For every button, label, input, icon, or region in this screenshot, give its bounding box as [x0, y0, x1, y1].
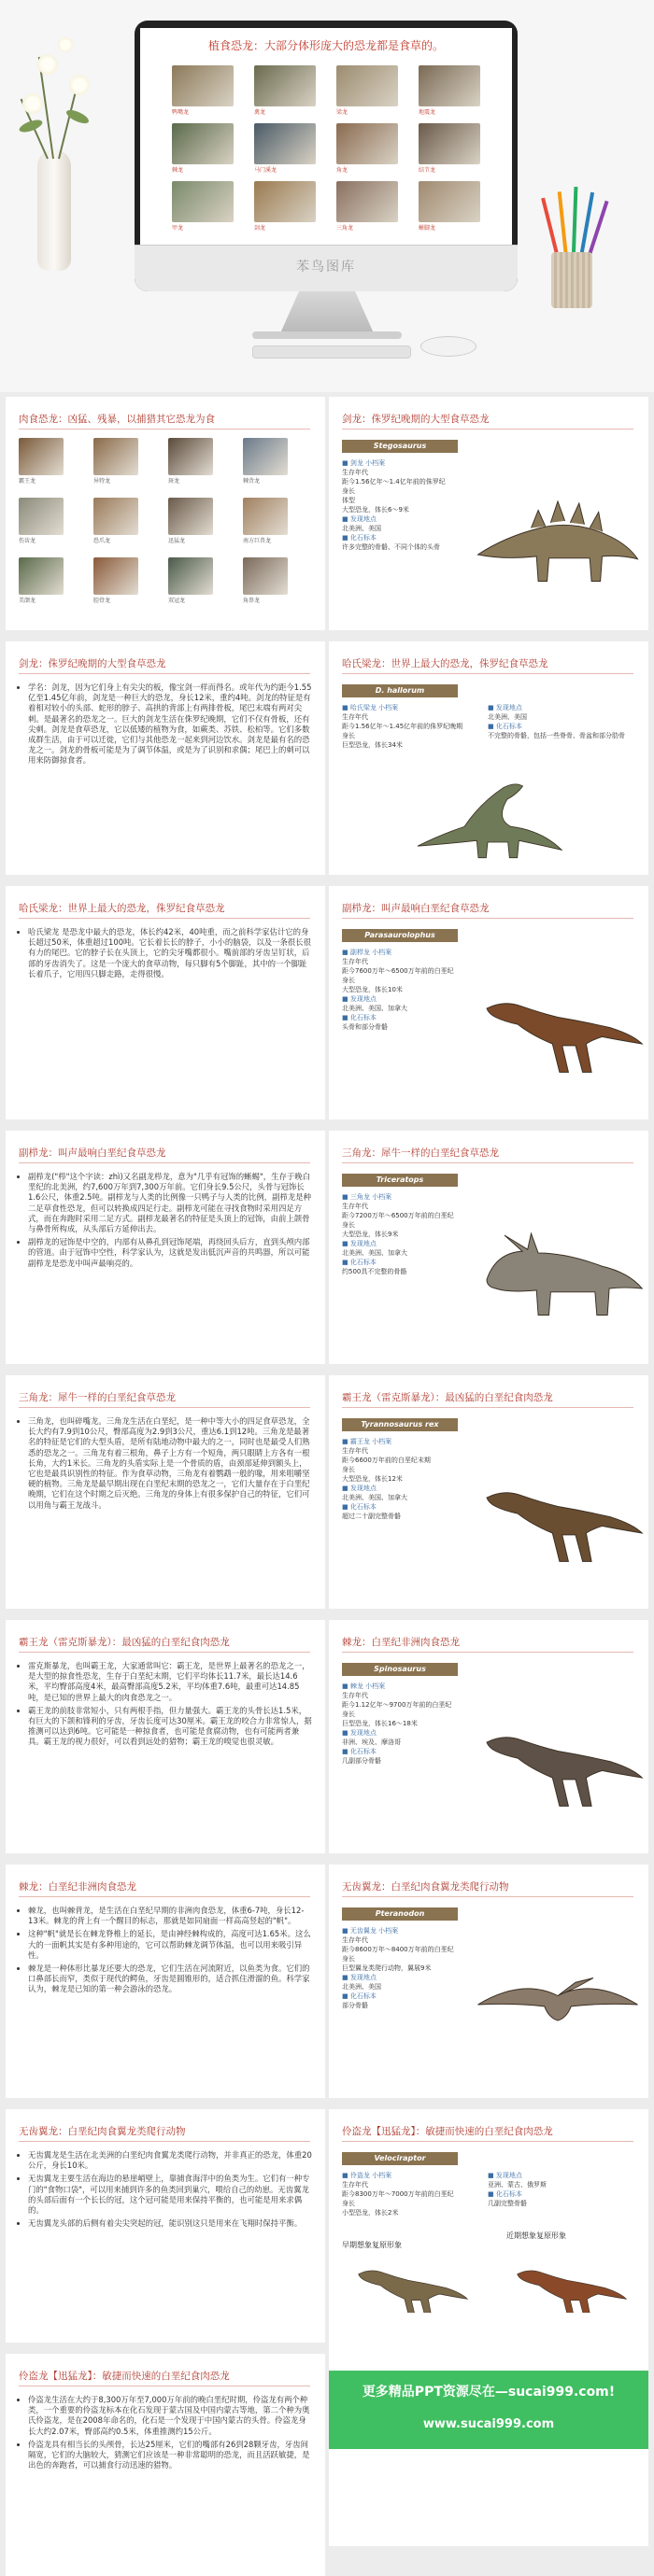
- profile-row: ■ 发现地点: [342, 995, 377, 1003]
- slide-title: 伶盗龙【迅猛龙】：敏捷而快速的白垩纪食肉恐龙: [342, 2126, 553, 2137]
- profile-row: 巨型恐龙，体长16～18米: [342, 1720, 418, 1727]
- slide-body: [19, 927, 312, 982]
- profile-row: 生存年代: [342, 469, 368, 476]
- body-paragraph: • 伶盗龙生活在大约于8,300万年至7,000万年前的晚白垩纪时期，伶盗龙有两个种类，一个重要的伶盗龙标本在化石发现于蒙古国及中国内蒙古等地，第二个种为奥氏伶盗龙，是在2008年命名的，化石是一个发现于中国内蒙古的头骨。伶盗龙身长大约2.07米，臀部高约0.5米，体重推测约15公斤。: [28, 2395, 312, 2437]
- profile-list: [342, 458, 482, 552]
- profile-row: 距今8300万年～7000万年前的白垩纪: [342, 2190, 454, 2198]
- dinosaur-photo: [19, 498, 64, 535]
- dinosaur-photo: [172, 181, 234, 222]
- thumb-caption: 霸王龙: [19, 478, 36, 485]
- dinosaur-photo: [168, 498, 213, 535]
- dinosaur-figure: [469, 453, 647, 625]
- profile-row: 几副部分骨骼: [342, 1757, 381, 1765]
- slide-title: 棘龙：白垩纪非洲肉食恐龙: [19, 1881, 136, 1893]
- flower-icon: [58, 37, 73, 52]
- hero-thumb: [336, 123, 398, 174]
- scientific-name-badge: Stegosaurus: [342, 440, 458, 453]
- thumb-caption: 三角龙: [336, 225, 354, 232]
- slide-card: [329, 1620, 648, 1853]
- dinosaur-thumb: [168, 498, 213, 544]
- slide-card: [6, 1620, 325, 1853]
- thumb-caption: 鸭嘴龙: [172, 109, 190, 116]
- profile-row: ■ 棘龙 小档案: [342, 1682, 386, 1690]
- profile-row: 身长: [342, 1710, 355, 1718]
- slide-card: [329, 1865, 648, 2098]
- sauropod-illustration: [338, 772, 637, 866]
- hero-thumb: [336, 65, 398, 116]
- title-divider: [19, 918, 310, 919]
- profile-list-right: [488, 2171, 637, 2208]
- slide-card: [329, 1131, 648, 1364]
- slide-title: 副栉龙：叫声最响白垩纪食草恐龙: [19, 1147, 166, 1159]
- dinosaur-photo: [419, 65, 480, 106]
- profile-row: 北美洲、美国、加拿大: [342, 1005, 407, 1012]
- profile-row: 头骨和部分骨骼: [342, 1023, 388, 1031]
- dinosaur-photo: [254, 123, 316, 164]
- thumb-caption: 剑龙: [254, 225, 266, 232]
- slide-title: 三角龙：犀牛一样的白垩纪食草恐龙: [19, 1392, 176, 1403]
- dinosaur-photo: [93, 557, 138, 595]
- scientific-name-badge: Spinosaurus: [342, 1663, 458, 1676]
- dinosaur-figure: [338, 772, 637, 869]
- body-paragraph: • 无齿翼龙是生活在北美洲的白垩纪肉食翼龙类爬行动物，并非真正的恐龙，体重20公斤，身长10米。: [28, 2150, 312, 2171]
- profile-row: 大型恐龙，体长9米: [342, 1231, 399, 1238]
- brand-watermark: 苯鸟图库: [296, 260, 356, 274]
- profile-row: 距今7600万年～6500万年前的白垩纪: [342, 967, 454, 975]
- profile-row: ■ 霸王龙 小档案: [342, 1438, 392, 1445]
- thumb-caption: 迅猛龙: [168, 538, 186, 544]
- profile-row: 距今7200万年～6500万年前的白垩纪: [342, 1212, 454, 1219]
- promo-band: [329, 2371, 648, 2449]
- title-divider: [342, 1896, 633, 1897]
- body-paragraph: • 三角龙，也叫碎嘴龙。三角龙生活在白垩纪，是一种中等大小的四足食草恐龙，全长大约有7.9到10公尺，臀部高度为2.9到3公尺，重达6.1到12吨。三角龙是最著名的特征是它们的大型头盾，是所有陆地动物中最大的之一，同时也是最受人们熟悉的恐龙之一。三角龙有着三根角，鼻子上方有一个短角，两只眼睛上方各有一根长角，大约1米长。三角龙的头盾实际上是一个骨质的盾，由颈部延伸到额头上，它也是最具识别性的特征。作为食草动物，三角龙有着鹦鹉一般的喙，用来咀嚼坚硬的植物。三角龙是最早期出现在白垩纪末期的恐龙之一，它们大量存在于白垩纪晚期，它们在这个时期之后灭绝。三角龙的身体上有很多保护自己的特征，它们可以用角与霸王龙战斗。: [28, 1416, 312, 1511]
- body-paragraph: • 棘龙，也叫棘背龙，是生活在白垩纪早期的非洲肉食恐龙，体重6-7吨，身长12-13米。棘龙的背上有一个醒目的标志，那就是如同扇面一样高高竖起的"帆"。: [28, 1906, 312, 1926]
- dinosaur-photo: [93, 438, 138, 475]
- dinosaur-figure: [469, 1921, 647, 2092]
- hero-thumb: [254, 181, 316, 232]
- dinosaur-photo: [243, 498, 288, 535]
- dinosaur-photo: [419, 181, 480, 222]
- profile-row: ■ 化石标本: [342, 1748, 377, 1755]
- profile-row: 身长: [342, 1955, 355, 1963]
- hero-thumb: [336, 181, 398, 232]
- body-paragraph: • 棘龙是一种体形比暴龙还要大的恐龙，它们生活在河流附近，以鱼类为食。它们的口鼻部长而窄，类似于现代的鳄鱼，牙齿是圆锥形的，适合抓住滑溜的鱼。科学家认为，棘龙是已知的第一种会游泳的恐龙。: [28, 1964, 312, 1995]
- slide-body: [19, 2150, 312, 2231]
- profile-row: 距今8600万年～8400万年前的白垩纪: [342, 1946, 454, 1953]
- leaf-icon: [18, 118, 44, 134]
- profile-row: 生存年代: [342, 1692, 368, 1699]
- thumb-caption: 南方巨兽龙: [243, 538, 272, 544]
- pencil-icon: [558, 191, 568, 257]
- dinosaur-photo: [172, 123, 234, 164]
- profile-row: 生存年代: [342, 958, 368, 965]
- profile-row: 生存年代: [342, 713, 368, 721]
- dinosaur-photo: [419, 123, 480, 164]
- dinosaur-thumb: [19, 557, 64, 604]
- profile-list-right: [488, 703, 637, 740]
- slide-body: [19, 1172, 312, 1272]
- profile-row: 北美洲、美国: [488, 713, 527, 721]
- profile-row: ■ 哈氏梁龙 小档案: [342, 704, 399, 711]
- dinosaur-photo: [172, 65, 234, 106]
- dinosaur-photo: [168, 557, 213, 595]
- profile-row: ■ 剑龙 小档案: [342, 459, 386, 467]
- promo-slide: [329, 2313, 648, 2546]
- profile-row: 距今1.12亿年～9700万年前的白垩纪: [342, 1701, 452, 1709]
- slide-title: 棘龙：白垩纪非洲肉食恐龙: [342, 1637, 460, 1648]
- monitor-screen: [140, 28, 512, 245]
- profile-row: 北美洲、美国、加拿大: [342, 1494, 407, 1501]
- figure-caption: 近期想象复原形象: [506, 2231, 566, 2240]
- dinosaur-thumb: [168, 438, 213, 485]
- dinosaur-thumb: [168, 557, 213, 604]
- profile-row: 部分骨骼: [342, 2002, 368, 2009]
- profile-row: ■ 发现地点: [342, 1974, 377, 1981]
- thumb-caption: 恐爪龙: [93, 538, 111, 544]
- profile-row: 北美洲、美国: [342, 1983, 381, 1991]
- thumb-caption: 腔骨龙: [93, 598, 111, 604]
- profile-row: ■ 化石标本: [342, 1503, 377, 1511]
- profile-list: [342, 948, 482, 1032]
- slide-card: [329, 886, 648, 1119]
- thumb-caption: 结节龙: [419, 167, 436, 174]
- dinosaur-figure: [469, 1676, 647, 1848]
- profile-row: 生存年代: [342, 1936, 368, 1944]
- dinosaur-photo: [168, 438, 213, 475]
- hero-banner: [0, 0, 654, 392]
- slide-card: [329, 1375, 648, 1609]
- slide-title: 哈氏梁龙：世界上最大的恐龙，侏罗纪食草恐龙: [342, 658, 548, 669]
- profile-row: ■ 发现地点: [342, 1729, 377, 1737]
- profile-row: 身长: [342, 487, 355, 495]
- dinosaur-thumb: [93, 438, 138, 485]
- profile-row: 北美洲、美国: [342, 525, 381, 532]
- keyboard-decoration: [252, 345, 411, 359]
- thumb-caption: 异特龙: [93, 478, 111, 485]
- scientific-name-badge: Parasaurolophus: [342, 929, 458, 942]
- flower-icon: [22, 93, 43, 114]
- thumb-caption: 伤齿龙: [19, 538, 36, 544]
- body-paragraph: • 无齿翼龙头部的后侧有着尖尖突起的冠，能识别这只是用来在飞翔时保持平衡。: [28, 2218, 312, 2229]
- body-paragraph: • 副栉龙("栉"这个字读：zhì)又名副龙栉龙，意为"几乎有冠饰的蜥蜴"，生存于晚白垩纪的北美洲，约7,600万年到7,300万年前。它们身长9.5公尺，头骨与冠饰长1.6公尺，体重2.5吨。副栉龙与人类的比例像一只鸭子与人类的比例，副栉龙是种二足草食性恐龙，但可以转换成四足行走。副栉龙可能在寻找食物时采用四足方式，而在奔跑时采用二足方式。副栉龙最著名的特征是头顶上的冠饰，由前上颌骨与鼻骨所构成，从头部后方延伸出去。: [28, 1172, 312, 1234]
- dinosaur-thumb: [93, 498, 138, 544]
- body-paragraph: • 哈氏梁龙 是恐龙中最大的恐龙，体长约42米，40吨重，而之前科学家估计它的身长超过50米，体重超过100吨。它长着长长的脖子，小小的脑袋，以及一条很长很有力的尾巴。它的脖子长在头顶上，它的尖牙嘴都很小。嘴前部的牙齿呈钉状，后部的牙齿消失了。这是一个庞大的食草动物，每只脚有5个脚趾，其中的一个脚趾长着爪子，它用四只脚走路，走得很慢。: [28, 927, 312, 979]
- profile-row: 体型: [342, 497, 355, 504]
- body-paragraph: • 副栉龙的冠饰是中空的，内部有从鼻孔到冠饰尾端，再绕回头后方，直到头颅内部的管道。由于冠饰中空性，科学家认为，这就是发出低沉声音的共鸣器，所以可能副栉龙是恐龙中叫声最响亮的。: [28, 1237, 312, 1269]
- hero-thumb: [254, 123, 316, 174]
- profile-row: 几副完整骨骼: [488, 2200, 527, 2207]
- dinosaur-photo: [336, 65, 398, 106]
- slide-title: 无齿翼龙：白垩纪肉食翼龙类爬行动物: [19, 2126, 186, 2137]
- profile-row: 北美洲、美国、加拿大: [342, 1249, 407, 1257]
- body-paragraph: • 这种"帆"就是长在棘龙脊椎上的延长，是由神经棘构成的，高度可达1.65米。这么大的一面帆其实是有多种用途的，它可以帮助棘龙调节体温，也可以用来吸引异性。: [28, 1929, 312, 1961]
- dinosaur-figure: [469, 1431, 647, 1603]
- profile-row: 小型恐龙，体长2米: [342, 2209, 399, 2217]
- profile-row: 身长: [342, 1221, 355, 1229]
- body-paragraph: • 无齿翼龙主要生活在海边的悬崖峭壁上，靠捕食海洋中的鱼类为生。它们有一种专门的"食物口袋"，可以用来捕到许多的鱼类回到巢穴，喂给自己的幼崽。无齿翼龙的头部后面有一个长长的冠，这个冠可能是用来保持平衡的，也可能是用来求偶的。: [28, 2174, 312, 2216]
- profile-row: ■ 无齿翼龙 小档案: [342, 1927, 399, 1935]
- body-paragraph: • 霸王龙的前肢非常短小，只有两根手指，但力量强大。霸王龙的头骨长达1.5米，有巨大的下颌和锋利的牙齿，牙齿长度可达30厘米。霸王龙的咬合力非常惊人，据推测可以达到6吨。它可能是一种掠食者，也可能是食腐动物，也有可能两者兼具。霸王龙的视力很好，可以看到远处的猎物；霸王龙的嗅觉也很灵敏。: [28, 1706, 312, 1748]
- title-divider: [342, 673, 633, 674]
- thumb-caption: 地震龙: [419, 109, 436, 116]
- title-divider: [342, 918, 633, 919]
- profile-row: ■ 化石标本: [342, 1014, 377, 1021]
- dinosaur-thumb: [243, 438, 288, 485]
- pencil-icon: [572, 187, 577, 252]
- slide-title: 霸王龙（雷克斯暴龙）：最凶猛的白垩纪食肉恐龙: [342, 1392, 553, 1403]
- dinosaur-figure: [469, 1187, 647, 1358]
- dinosaur-photo: [19, 438, 64, 475]
- slide-title: 剑龙：侏罗纪晚期的大型食草恐龙: [342, 414, 490, 425]
- biped-illustration: [469, 1431, 647, 1599]
- dinosaur-photo: [254, 181, 316, 222]
- dinosaur-photo: [19, 557, 64, 595]
- dinosaur-photo: [243, 438, 288, 475]
- thumb-caption: 梁龙: [336, 109, 348, 116]
- dinosaur-photo: [243, 557, 288, 595]
- scientific-name-badge: Velociraptor: [342, 2152, 458, 2165]
- figure-caption: 早期想象复原形象: [342, 2241, 402, 2249]
- dinosaur-thumb: [19, 438, 64, 485]
- promo-url-link[interactable]: www.sucai999.com: [422, 2417, 555, 2431]
- profile-row: ■ 发现地点: [342, 515, 377, 523]
- profile-row: 距今1.56亿年～1.45亿年前的侏罗纪晚期: [342, 723, 463, 730]
- thumb-caption: 棘龙: [172, 167, 184, 174]
- profile-row: ■ 化石标本: [488, 723, 522, 730]
- title-divider: [342, 1407, 633, 1408]
- hero-thumb: [172, 123, 234, 174]
- hero-thumb: [172, 65, 234, 116]
- slide-body: [19, 2395, 312, 2473]
- flower-icon: [69, 75, 90, 95]
- thumb-caption: 角龙: [336, 167, 348, 174]
- dinosaur-photo: [254, 65, 316, 106]
- scientific-name-badge: D. hallorum: [342, 684, 458, 697]
- thumb-caption: 美颌龙: [19, 598, 36, 604]
- thumb-caption: 马门溪龙: [254, 167, 277, 174]
- profile-row: 亚洲、蒙古、俄罗斯: [488, 2181, 547, 2189]
- title-divider: [19, 1652, 310, 1653]
- profile-row: 距今6600万年前的白垩纪末期: [342, 1457, 431, 1464]
- slide-card: [6, 641, 325, 875]
- hero-thumb: [172, 181, 234, 232]
- profile-row: ■ 发现地点: [488, 2172, 522, 2179]
- profile-list: [342, 1926, 482, 2010]
- slide-card: [329, 641, 648, 875]
- thumb-caption: 角鼻龙: [243, 598, 261, 604]
- ptero-illustration: [469, 1921, 647, 2089]
- slide-card: [6, 1865, 325, 2098]
- profile-row: 巨型翼龙类爬行动物，翼展9米: [342, 1964, 432, 1972]
- slide-body: [19, 1906, 312, 1998]
- profile-row: 许多完整的骨骼、不同个体的头骨: [342, 543, 440, 551]
- title-divider: [19, 1162, 310, 1163]
- hero-thumb: [254, 65, 316, 116]
- scientific-name-badge: Tyrannosaurus rex: [342, 1418, 458, 1431]
- slide-title: 三角龙：犀牛一样的白垩纪食草恐龙: [342, 1147, 499, 1159]
- stego-illustration: [469, 453, 647, 621]
- dinosaur-photo: [336, 123, 398, 164]
- slide-card: [6, 1375, 325, 1609]
- profile-row: 身长: [342, 2200, 355, 2207]
- slide-title: 哈氏梁龙：世界上最大的恐龙，侏罗纪食草恐龙: [19, 903, 225, 914]
- promo-headline: 更多精品PPT资源尽在—sucai999.com!: [362, 2385, 616, 2400]
- slide-card: [6, 2354, 325, 2576]
- profile-row: 身长: [342, 732, 355, 739]
- profile-list: [342, 1192, 482, 1276]
- dinosaur-photo: [336, 181, 398, 222]
- thumb-caption: 斑龙: [168, 478, 180, 485]
- profile-row: ■ 发现地点: [342, 1485, 377, 1492]
- profile-row: ■ 伶盗龙 小档案: [342, 2172, 392, 2179]
- slide-card: [329, 2109, 648, 2343]
- profile-row: 生存年代: [342, 1447, 368, 1455]
- scientific-name-badge: Triceratops: [342, 1174, 458, 1187]
- profile-row: 生存年代: [342, 1203, 368, 1210]
- slide-title: 无齿翼龙：白垩纪肉食翼龙类爬行动物: [342, 1881, 509, 1893]
- slide-body: [19, 1661, 312, 1751]
- vase-decoration: [37, 149, 71, 271]
- biped-illustration: [469, 942, 647, 1110]
- profile-list: [342, 1682, 482, 1766]
- profile-row: 大型恐龙，体长12米: [342, 1475, 403, 1483]
- profile-row: 身长: [342, 977, 355, 984]
- profile-row: ■ 三角龙 小档案: [342, 1193, 392, 1201]
- slide-card: [329, 397, 648, 630]
- profile-row: 身长: [342, 1466, 355, 1473]
- thumb-caption: 禽龙: [254, 109, 266, 116]
- monitor-stand-base: [252, 331, 402, 339]
- profile-row: 大型恐龙，体长10米: [342, 986, 403, 993]
- slide-title: 肉食恐龙：凶猛、残暴，以捕猎其它恐龙为食: [19, 414, 215, 425]
- body-paragraph: • 伶盗龙具有相当长的头颅骨，长达25厘米，它们的嘴部有26到28颗牙齿，牙齿间隔宽，它们的大脑较大，猜测它们应该是一种非常聪明的恐龙，而且活跃敏捷，是出色的奔跑者，可以捕食行动迅速的猎物。: [28, 2440, 312, 2471]
- slide-card: [6, 397, 325, 630]
- profile-row: ■ 发现地点: [342, 1240, 377, 1247]
- slide-card: [6, 1131, 325, 1364]
- profile-list: [342, 2171, 482, 2217]
- dinosaur-thumb: [243, 498, 288, 544]
- profile-list: [342, 703, 482, 750]
- body-paragraph: • 学名：剑龙，因为它们身上有尖尖的板，像宝剑一样而得名。或年代为约距今1.55亿至1.45亿年前，剑龙是一种巨大的恐龙，身长12米，重约4吨。剑龙的特征是有着相对较小的头部、蛇形的脖子、高拱的背部上有两排骨板，尾巴末端有两对尖刺。是最著名的恐龙之一。巨大的剑龙生活在侏罗纪晚期，它们不仅有骨板，还有尖刺。剑龙是食草恐龙，它以低矮的植物为食，如蕨类、苏铁、松柏等。它们多数成群生活，由于可以迁徙，它们与其他恐龙一起来到河边饮水。剑龙是最有名的恐龙之一。剑龙的骨板可能是为了调节体温，或是为了识别和求偶；尾巴上的刺可以用来防御掠食者。: [28, 683, 312, 767]
- profile-row: ■ 发现地点: [488, 704, 522, 711]
- thumb-caption: 甲龙: [172, 225, 184, 232]
- scientific-name-badge: Pteranodon: [342, 1907, 458, 1921]
- slide-body: [19, 683, 312, 769]
- mouse-decoration: [420, 336, 476, 357]
- dinosaur-thumb: [19, 498, 64, 544]
- body-paragraph: • 雷克斯暴龙，也叫霸王龙，大家通常叫它：霸王龙，是世界上最著名的恐龙之一，是大型的掠食性恐龙，生存于白垩纪末期，它们平均体长11.7米，最长达14.6米，平均臀部高度4米，最高臀部高度5.2米，平均体重7.6吨，最重可达14.85吨，是已知的世界上最大的肉食恐龙之一。: [28, 1661, 312, 1703]
- profile-row: 大型恐龙，体长6～9米: [342, 506, 409, 514]
- monitor-stand: [280, 291, 374, 333]
- profile-row: 非洲、埃及、摩洛哥: [342, 1738, 401, 1746]
- profile-row: 超过二十副完整骨骼: [342, 1513, 401, 1520]
- dinosaur-photo: [93, 498, 138, 535]
- slide-title: 伶盗龙【迅猛龙】：敏捷而快速的白垩纪食肉恐龙: [19, 2371, 230, 2382]
- slide-card: [6, 2109, 325, 2343]
- thumb-caption: 蜥脚龙: [419, 225, 436, 232]
- profile-row: ■ 化石标本: [342, 534, 377, 542]
- slide-card: [6, 886, 325, 1119]
- title-divider: [342, 1162, 633, 1163]
- dinosaur-thumb: [93, 557, 138, 604]
- slide-title: 副栉龙：叫声最响白垩纪食草恐龙: [342, 903, 490, 914]
- profile-row: ■ 副栉龙 小档案: [342, 949, 392, 956]
- hero-thumb: [419, 181, 480, 232]
- title-divider: [19, 673, 310, 674]
- profile-list: [342, 1437, 482, 1521]
- profile-row: ■ 化石标本: [488, 2190, 522, 2198]
- profile-row: 约500具不完整的骨骼: [342, 1268, 407, 1275]
- hero-thumb: [419, 65, 480, 116]
- title-divider: [19, 2141, 310, 2142]
- profile-row: ■ 化石标本: [342, 1259, 377, 1266]
- slide-title: 霸王龙（雷克斯暴龙）：最凶猛的白垩纪食肉恐龙: [19, 1637, 230, 1648]
- profile-row: 巨型恐龙，体长34米: [342, 741, 403, 749]
- profile-row: 距今1.56亿年～1.4亿年前的侏罗纪: [342, 478, 446, 486]
- screen-title: 植食恐龙：大部分体形庞大的恐龙都是食草的。: [207, 39, 444, 52]
- thumb-caption: 双冠龙: [168, 598, 186, 604]
- title-divider: [19, 1407, 310, 1408]
- trike-illustration: [469, 1187, 647, 1355]
- profile-row: ■ 化石标本: [342, 1992, 377, 2000]
- slide-title: 剑龙：侏罗纪晚期的大型食草恐龙: [19, 658, 166, 669]
- title-divider: [342, 2141, 633, 2142]
- dinosaur-thumb: [243, 557, 288, 604]
- monitor-chin: [135, 245, 518, 291]
- profile-row: 不完整的骨骼，包括一些脊骨、骨盆和部分肋骨: [488, 732, 625, 739]
- profile-row: 生存年代: [342, 2181, 368, 2189]
- hero-thumb: [419, 123, 480, 174]
- title-divider: [19, 1896, 310, 1897]
- flower-icon: [37, 54, 58, 75]
- pencil-cup: [551, 252, 592, 308]
- biped-illustration: [469, 1676, 647, 1844]
- dinosaur-figure: [469, 942, 647, 1114]
- slide-body: [19, 1416, 312, 1513]
- title-divider: [342, 1652, 633, 1653]
- thumb-caption: 棘背龙: [243, 478, 261, 485]
